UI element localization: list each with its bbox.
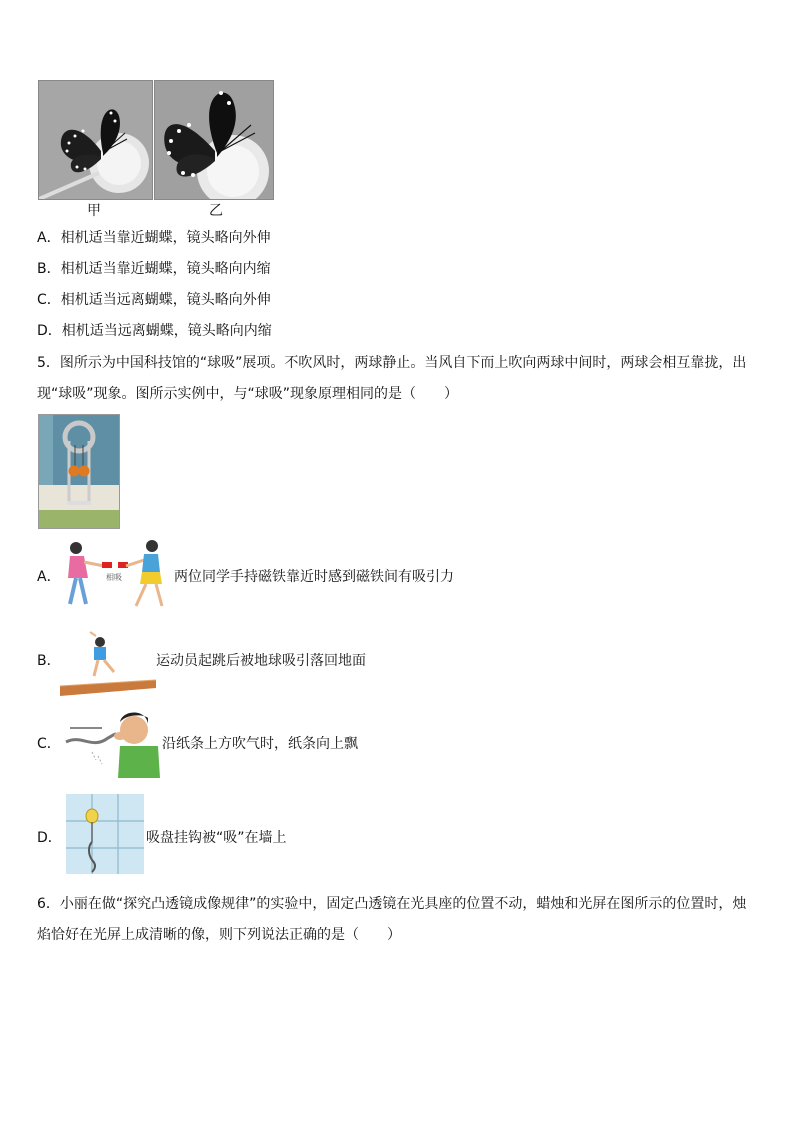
blowing-paper-figure bbox=[62, 706, 160, 778]
magnet-students-figure bbox=[62, 538, 168, 612]
butterfly-photo-jia bbox=[38, 80, 153, 200]
q6-stem-line1: 6．小丽在做“探究凸透镜成像规律”的实验中，固定凸透镜在光具座的位置不动，蜡烛和光屏在图所示的位置时，烛 bbox=[37, 896, 747, 912]
figure-label-jia: 甲 bbox=[87, 203, 101, 219]
q4-option-c: C．相机适当远离蝴蝶，镜头略向外伸 bbox=[37, 292, 271, 308]
q5-option-a-text: 两位同学手持磁铁靠近时感到磁铁间有吸引力 bbox=[174, 569, 454, 585]
magnet-figure-label: 相吸 bbox=[106, 573, 122, 582]
q5-stem-line1: 5．图所示为中国科技馆的“球吸”展项。不吹风时，两球静止。当风自下而上吹向两球中间时，两球会相互靠拢，出 bbox=[37, 355, 747, 371]
q5-option-a-letter: A． bbox=[37, 569, 61, 585]
ball-suction-exhibit-photo bbox=[38, 414, 120, 529]
q5-option-d-text: 吸盘挂钩被“吸”在墙上 bbox=[146, 830, 287, 846]
q5-option-c-letter: C． bbox=[37, 736, 61, 752]
butterfly-photo-yi bbox=[154, 80, 274, 200]
q4-option-a: A．相机适当靠近蝴蝶，镜头略向外伸 bbox=[37, 230, 271, 246]
q5-option-b-letter: B． bbox=[37, 653, 61, 669]
q4-option-b: B．相机适当靠近蝴蝶，镜头略向内缩 bbox=[37, 261, 271, 277]
q5-option-c-text: 沿纸条上方吹气时，纸条向上飘 bbox=[162, 736, 358, 752]
suction-hook-figure bbox=[66, 794, 144, 874]
q5-option-d-letter: D． bbox=[37, 830, 62, 846]
figure-label-yi: 乙 bbox=[209, 203, 223, 219]
q5-stem-line2: 现“球吸”现象。图所示实例中，与“球吸”现象原理相同的是（ ） bbox=[37, 386, 459, 402]
athlete-jump-figure bbox=[60, 630, 156, 696]
q6-stem-line2: 焰恰好在光屏上成清晰的像，则下列说法正确的是（ ） bbox=[37, 927, 401, 943]
q5-option-b-text: 运动员起跳后被地球吸引落回地面 bbox=[156, 653, 366, 669]
q4-option-d: D．相机适当远离蝴蝶，镜头略向内缩 bbox=[37, 323, 272, 339]
